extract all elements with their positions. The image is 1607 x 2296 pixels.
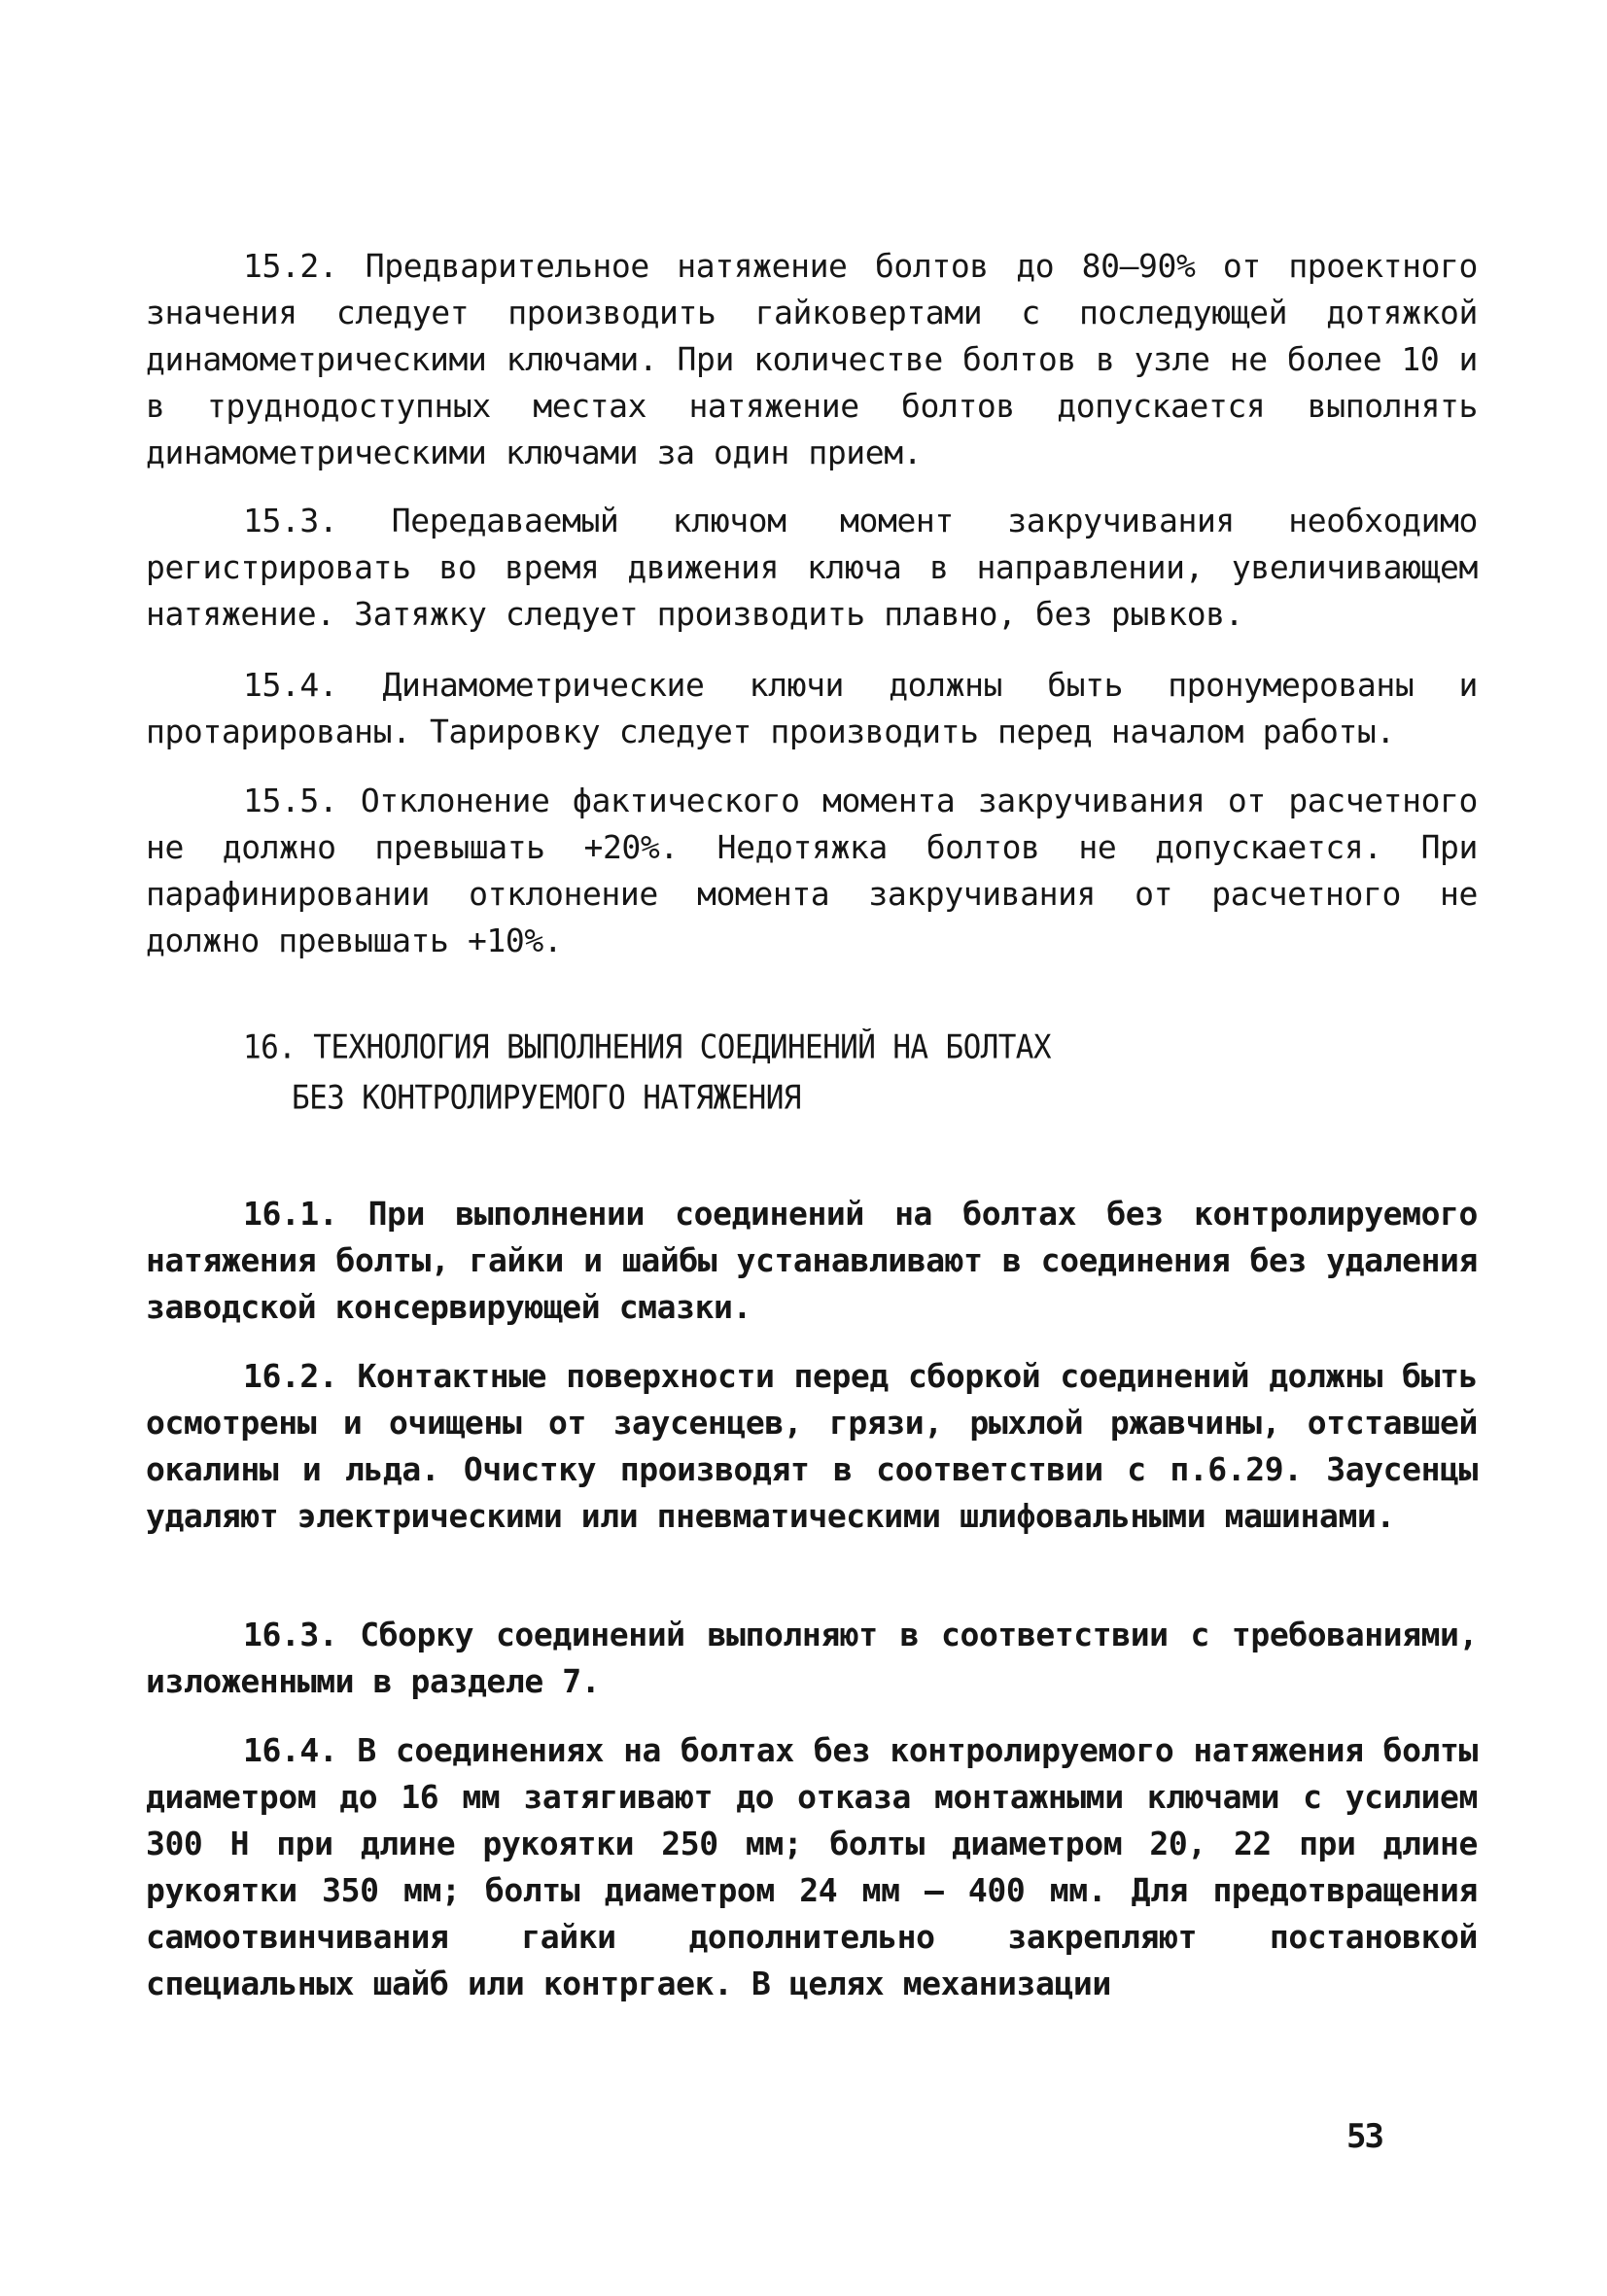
- paragraph-16-2: 16.2. Контактные поверхности перед сборкой соединений должны быть осмотрены и очищены от заусенцев, грязи, рыхлой ржавчины, отставшей окалины и льда. Очистку производят в соответствии с п.6.29. Заусенцы удаляют электрическими или пневматическими шлифовальными машинами.: [146, 1357, 1478, 1535]
- paragraph-15-3: 15.3. Передаваемый ключом момент закручивания необходимо регистрировать во время движения ключа в направлении, увеличивающем натяжение. Затяжку следует производить плавно, без рывков.: [146, 502, 1478, 633]
- paragraph-15-2: 15.2. Предварительное натяжение болтов до 80–90% от проектного значения следует производить гайковертами с последующей дотяжкой динамометрическими ключами. При количестве болтов в узле не более 10 и в труднодоступных местах натяжение болтов допускается выполнять динамометрическими ключами за один прием.: [146, 247, 1478, 471]
- section-16-heading: [243, 1023, 1312, 1124]
- paragraph-16-1: 16.1. При выполнении соединений на болтах без контролируемого натяжения болты, гайки и шайбы устанавливают в соединения без удаления заводской консервирующей смазки.: [146, 1195, 1478, 1326]
- paragraph-15-4: 15.4. Динамометрические ключи должны быть пронумерованы и протарированы. Тарировку следует производить перед началом работы.: [146, 666, 1478, 750]
- section-16-heading-line-2: БЕЗ КОНТРОЛИРУЕМОГО НАТЯЖЕНИЯ: [292, 1079, 801, 1118]
- paragraph-16-3: 16.3. Сборку соединений выполняют в соответствии с требованиями, изложенными в разделе 7.: [146, 1616, 1478, 1700]
- paragraph-15-5: 15.5. Отклонение фактического момента закручивания от расчетного не должно превышать +20%. Недотяжка болтов не допускается. При парафинировании отклонение момента закручивания от расчетного не должно превышать +10%.: [146, 782, 1478, 959]
- section-16-heading-line-1: 16. ТЕХНОЛОГИЯ ВЫПОЛНЕНИЯ СОЕДИНЕНИЙ НА БОЛТАХ: [243, 1028, 1051, 1067]
- page-number: 53: [1346, 2117, 1382, 2156]
- paragraph-16-4: 16.4. В соединениях на болтах без контролируемого натяжения болты диаметром до 16 мм затягивают до отказа монтажными ключами с усилием 300 Н при длине рукоятки 250 мм; болты диаметром 20, 22 при длине рукоятки 350 мм; болты диаметром 24 мм – 400 мм. Для предотвращения самоотвинчивания гайки дополнительно закрепляют постановкой специальных шайб или контргаек. В целях механизации: [146, 1731, 1478, 2002]
